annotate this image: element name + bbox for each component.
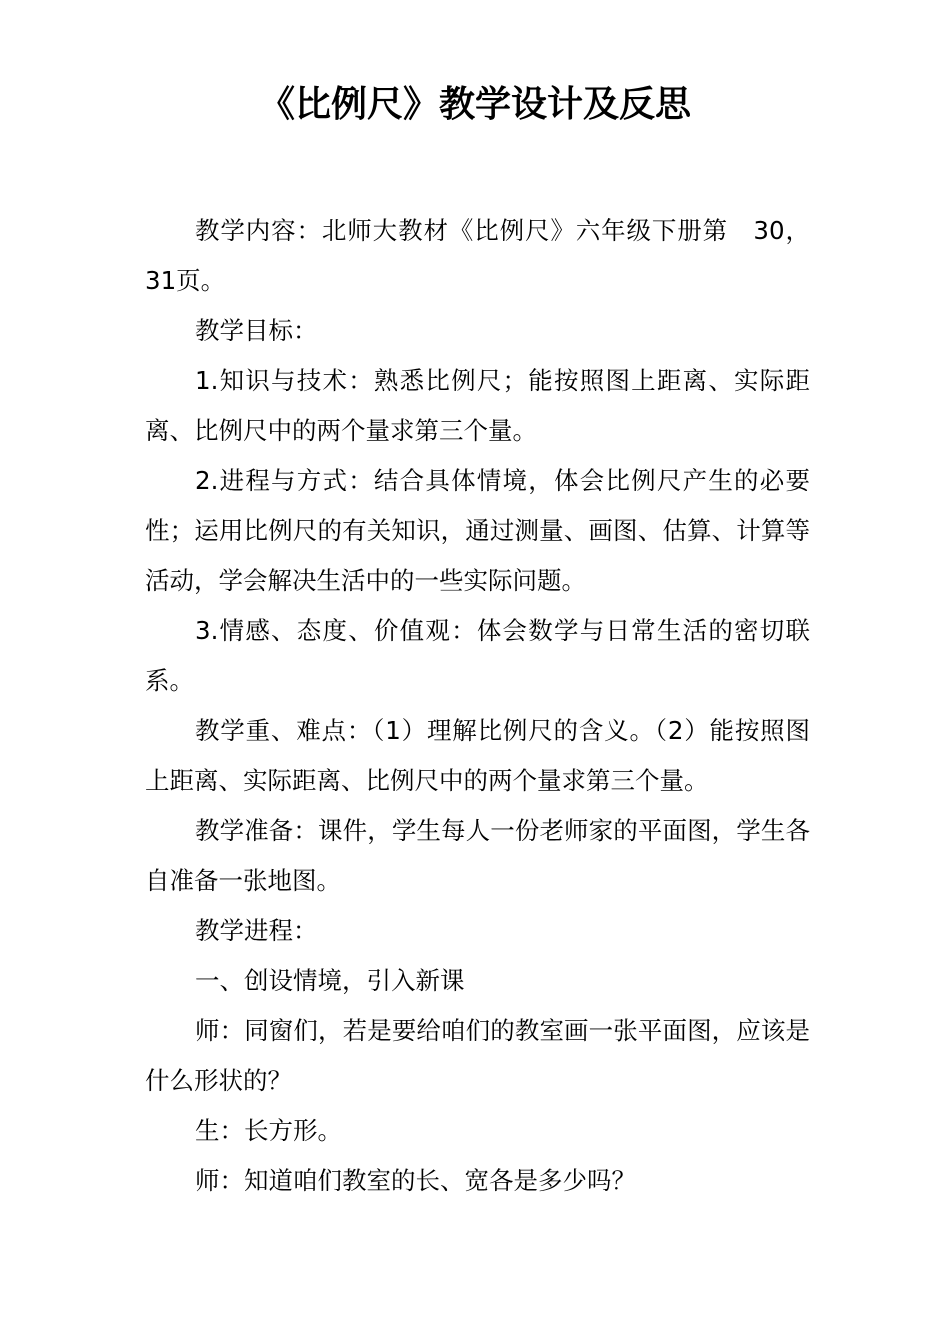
paragraph-goal-process: 2.进程与方式：结合具体情境，体会比例尺产生的必要性；运用比例尺的有关知识，通过测量、画图、估算、计算等活动，学会解决生活中的一些实际问题。 [145, 466, 810, 595]
paragraph-preparation: 教学准备：课件，学生每人一份老师家的平面图，学生各自准备一张地图。 [145, 816, 810, 895]
paragraph-teacher-question-1: 师：同窗们，若是要给咱们的教室画一张平面图，应该是什么形状的？ [145, 1016, 810, 1095]
document-title: 《比例尺》教学设计及反思 [258, 84, 691, 125]
paragraph-goal-emotion: 3.情感、态度、价值观：体会数学与日常生活的密切联系。 [145, 616, 810, 695]
paragraph-key-difficulties: 教学重、难点：（1）理解比例尺的含义。（2）能按照图上距离、实际距离、比例尺中的两个量求第三个量。 [145, 716, 810, 795]
paragraph-teaching-goals-heading: 教学目标： [195, 316, 318, 345]
paragraph-student-answer-1: 生：长方形。 [195, 1116, 342, 1145]
document-body [145, 206, 810, 1206]
paragraph-section-one: 一、创设情境，引入新课 [195, 966, 465, 995]
paragraph-process-heading: 教学进程： [195, 916, 318, 945]
paragraph-teacher-question-2: 师：知道咱们教室的长、宽各是多少吗？ [195, 1166, 636, 1195]
paragraph-teaching-content: 教学内容：北师大教材《比例尺》六年级下册第 30，31页。 [145, 216, 810, 295]
paragraph-goal-knowledge: 1.知识与技术：熟悉比例尺；能按照图上距离、实际距离、比例尺中的两个量求第三个量。 [145, 366, 810, 445]
